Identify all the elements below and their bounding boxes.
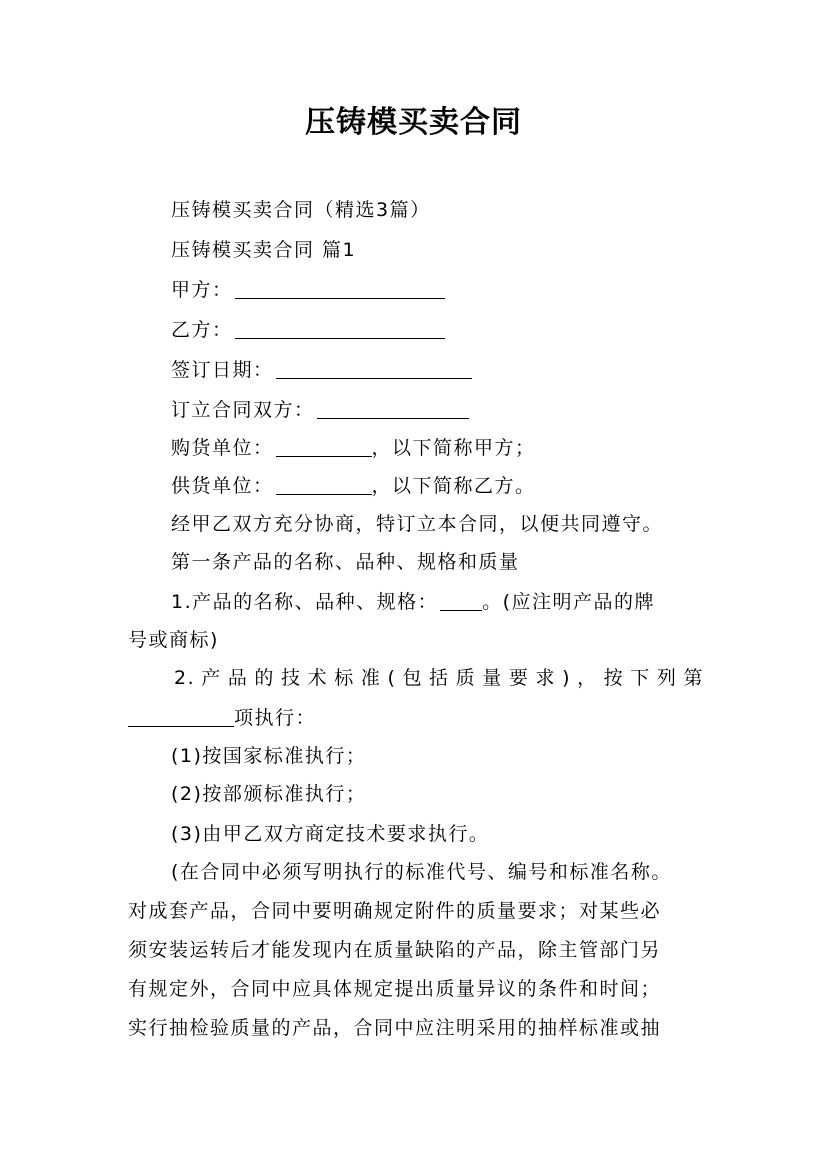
option-2: (2)按部颁标准执行； [171, 783, 367, 805]
seller-label: 供货单位： [171, 475, 274, 497]
party-a-blank [235, 278, 445, 299]
buyer-suffix: ，以下简称甲方； [371, 437, 536, 459]
buyer-blank [276, 436, 372, 457]
item1-prefix: 1.产品的名称、品种、规格： [171, 591, 439, 613]
item2-blank [128, 706, 234, 727]
seller-blank [276, 474, 372, 495]
agreement-text: 经甲乙双方充分协商，特订立本合同，以便共同遵守。 [171, 513, 664, 535]
sign-date-line [171, 356, 751, 384]
sign-date-blank [276, 358, 472, 379]
document-subtitle: 压铸模买卖合同（精选3篇） [171, 199, 431, 221]
party-a-label: 甲方： [171, 279, 233, 301]
section-title: 压铸模买卖合同 篇1 [171, 239, 357, 261]
item2-line: 2.产品的技术标准(包括质量要求)，按下列第 [174, 667, 704, 689]
note-line-5: 实行抽检验质量的产品，合同中应注明采用的抽样标准或抽 [128, 1017, 662, 1039]
party-b-label: 乙方： [171, 319, 233, 341]
note-line-3: 须安装运转后才能发现内在质量缺陷的产品，除主管部门另 [128, 939, 662, 961]
item1-blank [440, 590, 482, 611]
document-title: 压铸模买卖合同 [305, 105, 522, 140]
item1-continuation: 号或商标) [128, 629, 219, 651]
buyer-line [171, 434, 751, 462]
item2-continuation [128, 704, 708, 732]
item1-line [171, 588, 751, 616]
sign-date-label: 签订日期： [171, 359, 274, 381]
option-3: (3)由甲乙双方商定技术要求执行。 [171, 823, 490, 845]
note-line-4: 有规定外，合同中应具体规定提出质量异议的条件和时间； [128, 978, 662, 1000]
party-a-line [171, 276, 751, 304]
article1-title: 第一条产品的名称、品种、规格和质量 [171, 551, 520, 573]
party-b-line [171, 316, 751, 344]
note-line-2: 对成套产品，合同中要明确规定附件的质量要求；对某些必 [128, 900, 662, 922]
seller-suffix: ，以下简称乙方。 [371, 475, 536, 497]
parties-line [171, 396, 751, 424]
parties-label: 订立合同双方： [171, 399, 315, 421]
parties-blank [317, 398, 469, 419]
item2-suffix: 项执行： [234, 707, 317, 729]
note-line-1: (在合同中必须写明执行的标准代号、编号和标准名称。 [171, 861, 672, 883]
item1-suffix: 。(应注明产品的牌 [482, 591, 656, 613]
buyer-label: 购货单位： [171, 437, 274, 459]
seller-line [171, 472, 751, 500]
party-b-blank [235, 318, 445, 339]
option-1: (1)按国家标准执行； [171, 745, 367, 767]
